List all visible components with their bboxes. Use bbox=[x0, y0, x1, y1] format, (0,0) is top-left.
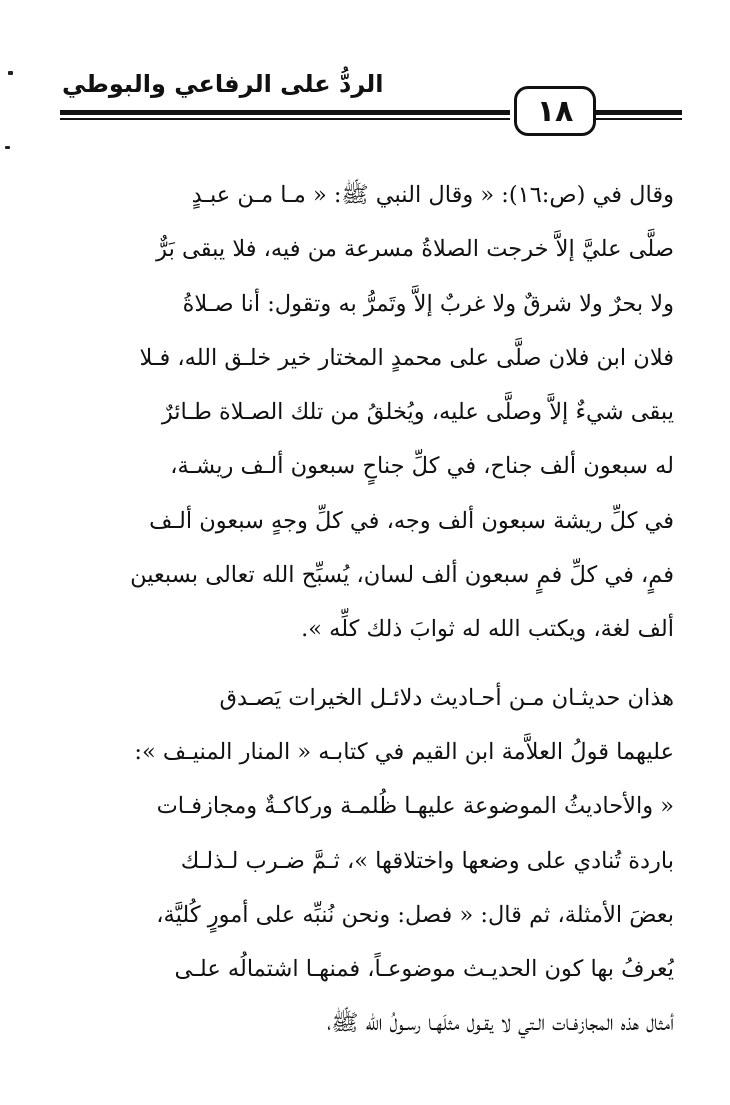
text-line: عليهما قولُ العلاَّمة ابن القيم في كتابـه « المنار المنيـف »: bbox=[134, 738, 674, 765]
page-number: ١٨ bbox=[536, 93, 574, 129]
margin-mark-bottom bbox=[5, 146, 10, 149]
header-rule-right-thin bbox=[596, 118, 682, 120]
header-rule-thin bbox=[60, 118, 510, 120]
header-rule-right-thick bbox=[596, 110, 682, 115]
paragraph-1 bbox=[56, 168, 674, 657]
header-rule-thick bbox=[60, 110, 510, 115]
text-line: أمثال هذه المجازفـات الـتي لا يقـول مثلَهـا رسـولُ الله ﷺ، bbox=[326, 1010, 674, 1037]
text-line: وقال في (ص:١٦): « وقال النبي ﷺ: « مـا مـن عبـدٍ bbox=[191, 182, 674, 208]
text-line: فمٍ، في كلِّ فمٍ سبعون ألف لسان، يُسبِّح الله تعالى بسبعين bbox=[130, 562, 674, 589]
text-line: ولا بحرٌ ولا شرقٌ ولا غربٌ إلاَّ وتَمرُّ به وتقول: أنا صـلاةُ bbox=[182, 290, 674, 317]
text-line: يُعرفُ بها كون الحديـث موضوعـاً، فمنهـا اشتمالُه علـى bbox=[174, 956, 674, 983]
text-line: صلَّى عليَّ إلاَّ خرجت الصلاةُ مسرعة من فيه، فلا يبقى بَرٌّ bbox=[156, 236, 674, 263]
text-line: يبقى شيءٌ إلاَّ وصلَّى عليه، ويُخلقُ من تلك الصـلاة طـائرٌ bbox=[161, 399, 674, 426]
page-number-box bbox=[514, 86, 596, 136]
paragraph-2 bbox=[56, 671, 674, 1051]
margin-mark-top bbox=[8, 71, 13, 75]
text-line: ألف لغة، ويكتب الله له ثوابَ ذلك كلِّه ». bbox=[301, 616, 674, 643]
text-line: فلان ابن فلان صلَّى على محمدٍ المختار خير خلـق الله، فـلا bbox=[139, 344, 674, 371]
text-line: في كلِّ ريشة سبعون ألف وجه، في كلِّ وجهٍ سبعون ألـف bbox=[149, 507, 674, 534]
text-line: له سبعون ألف جناح، في كلِّ جناحٍ سبعون ألـف ريشـة، bbox=[170, 453, 674, 480]
text-line: « والأحاديثُ الموضوعة عليهـا ظُلمـة وركاكـةٌ ومجازفـات bbox=[156, 793, 674, 820]
main-text bbox=[56, 168, 674, 1051]
paragraph-gap bbox=[56, 657, 674, 671]
running-header-title: الردُّ على الرفاعي والبوطي bbox=[62, 70, 384, 98]
text-line: بعضَ الأمثلة، ثم قال: « فصل: ونحن نُنبِّه على أمورٍ كُليَّة، bbox=[156, 901, 674, 928]
text-line: هذان حديثـان مـن أحـاديث دلائـل الخيرات يَصـدق bbox=[219, 684, 674, 711]
text-line: باردة تُنادي على وضعها واختلاقها »، ثـمَّ ضـرب لـذلـك bbox=[180, 847, 674, 874]
